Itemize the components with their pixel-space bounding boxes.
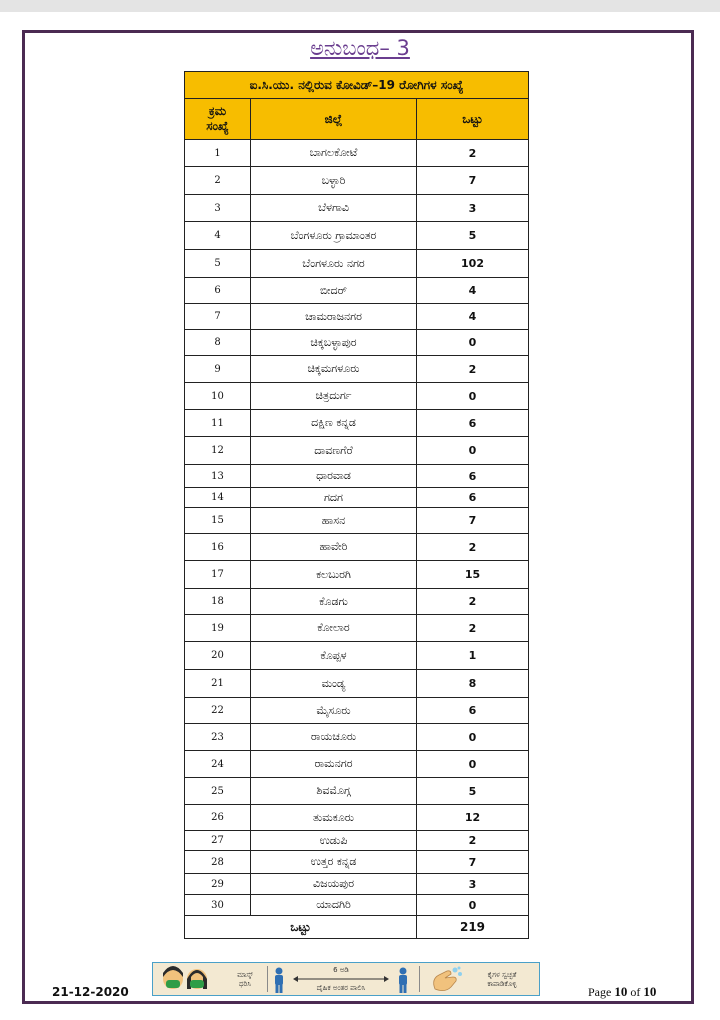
page-total: 10 (643, 984, 657, 999)
count-cell: 0 (417, 330, 529, 356)
serial-number-cell: 28 (185, 851, 251, 874)
count-cell: 2 (417, 589, 529, 615)
mask-caption-line2: ಧರಿಸಿ (239, 980, 251, 988)
hand-hygiene-caption-line2: ಕಾಪಾಡಿಕೊಳ್ಳಿ (487, 980, 517, 988)
serial-number-cell: 29 (185, 874, 251, 895)
banner-divider (267, 966, 268, 992)
serial-number-cell: 20 (185, 642, 251, 670)
masked-faces-icon (159, 965, 215, 995)
table-row (185, 488, 529, 508)
table-row (185, 383, 529, 410)
count-cell: 0 (417, 751, 529, 778)
district-cell: ಉಡುಪಿ (251, 831, 417, 851)
count-cell: 102 (417, 250, 529, 278)
table-row (185, 724, 529, 751)
table-row (185, 195, 529, 222)
top-edge-strip (0, 0, 720, 12)
serial-number-cell: 1 (185, 140, 251, 167)
count-cell: 4 (417, 304, 529, 330)
district-cell: ಶಿವಮೊಗ್ಗ (251, 778, 417, 805)
mask-caption (223, 971, 267, 989)
district-cell: ಬೀದರ್ (251, 278, 417, 304)
hand-hygiene-caption (467, 971, 537, 989)
count-cell: 2 (417, 831, 529, 851)
serial-number-cell: 15 (185, 508, 251, 534)
count-cell: 1 (417, 642, 529, 670)
hand-wash-icon (429, 965, 465, 995)
column-header-district: ಜಿಲ್ಲೆ (251, 99, 417, 140)
table-row (185, 330, 529, 356)
district-cell: ಬೆಳಗಾವಿ (251, 195, 417, 222)
district-cell: ದಕ್ಷಿಣ ಕನ್ನಡ (251, 410, 417, 437)
count-cell: 0 (417, 895, 529, 916)
table-row (185, 615, 529, 642)
hand-hygiene-caption-line1: ಕೈಗಳ ಸ್ವಚ್ಛತೆ (487, 971, 517, 979)
page-current: 10 (614, 984, 628, 999)
serial-number-cell: 9 (185, 356, 251, 383)
district-cell: ಯಾದಗಿರಿ (251, 895, 417, 916)
table-row (185, 278, 529, 304)
serial-number-cell: 26 (185, 805, 251, 831)
table-row (185, 895, 529, 916)
count-cell: 7 (417, 851, 529, 874)
district-cell: ಚಿತ್ರದುರ್ಗ (251, 383, 417, 410)
count-cell: 7 (417, 167, 529, 195)
count-cell: 2 (417, 140, 529, 167)
column-header-serial-line1: ಕ್ರಮ (208, 104, 227, 118)
distance-arrow-icon (293, 976, 389, 982)
count-cell: 0 (417, 437, 529, 465)
serial-number-cell: 11 (185, 410, 251, 437)
serial-number-cell: 16 (185, 534, 251, 561)
table-row (185, 465, 529, 488)
footer-date: 21-12-2020 (52, 985, 129, 999)
table-row (185, 167, 529, 195)
column-header-total: ಒಟ್ಟು (417, 99, 529, 140)
serial-number-cell: 24 (185, 751, 251, 778)
page-prefix: Page (588, 985, 615, 999)
serial-number-cell: 5 (185, 250, 251, 278)
table-row (185, 356, 529, 383)
district-cell: ರಾಯಚೂರು (251, 724, 417, 751)
district-cell: ರಾಮನಗರ (251, 751, 417, 778)
table-row (185, 670, 529, 698)
total-row (185, 916, 529, 939)
district-cell: ಬಳ್ಳಾರಿ (251, 167, 417, 195)
district-cell: ವಿಜಯಪುರ (251, 874, 417, 895)
serial-number-cell: 2 (185, 167, 251, 195)
table-row (185, 642, 529, 670)
count-cell: 6 (417, 698, 529, 724)
table-title: ಐ.ಸಿ.ಯು. ನಲ್ಲಿರುವ ಕೋವಿಡ್–19 ರೋಗಿಗಳ ಸಂಖ್ಯೆ (185, 72, 529, 99)
district-cell: ಬೆಂಗಳೂರು ನಗರ (251, 250, 417, 278)
banner-divider (419, 966, 420, 992)
district-cell: ಧಾರವಾಡ (251, 465, 417, 488)
page-number (588, 984, 656, 1000)
table-row (185, 831, 529, 851)
count-cell: 5 (417, 222, 529, 250)
district-cell: ಬೆಂಗಳೂರು ಗ್ರಾಮಾಂತರ (251, 222, 417, 250)
serial-number-cell: 22 (185, 698, 251, 724)
distance-value: 6 ಅಡಿ (333, 966, 349, 974)
serial-number-cell: 7 (185, 304, 251, 330)
count-cell: 7 (417, 508, 529, 534)
district-cell: ಕೊಪ್ಪಳ (251, 642, 417, 670)
person-right-icon (397, 967, 409, 993)
serial-number-cell: 25 (185, 778, 251, 805)
table-row (185, 851, 529, 874)
count-cell: 2 (417, 356, 529, 383)
serial-number-cell: 6 (185, 278, 251, 304)
count-cell: 6 (417, 465, 529, 488)
count-cell: 12 (417, 805, 529, 831)
table-body (185, 140, 529, 916)
serial-number-cell: 17 (185, 561, 251, 589)
column-header-serial-line2: ಸಂಖ್ಯೆ (206, 119, 229, 133)
count-cell: 3 (417, 874, 529, 895)
table-row (185, 222, 529, 250)
district-cell: ಉತ್ತರ ಕನ್ನಡ (251, 851, 417, 874)
total-label: ಒಟ್ಟು (185, 916, 417, 939)
table-row (185, 805, 529, 831)
serial-number-cell: 10 (185, 383, 251, 410)
count-cell: 4 (417, 278, 529, 304)
table-row (185, 140, 529, 167)
serial-number-cell: 30 (185, 895, 251, 916)
district-cell: ಕಲಬುರಗಿ (251, 561, 417, 589)
district-cell: ಗದಗ (251, 488, 417, 508)
count-cell: 5 (417, 778, 529, 805)
table-row (185, 698, 529, 724)
table-row (185, 589, 529, 615)
person-left-icon (273, 967, 285, 993)
distance-caption: ದೈಹಿಕ ಅಂತರ ಪಾಲಿಸಿ (316, 984, 366, 992)
district-cell: ಹಾಸನ (251, 508, 417, 534)
page-title: ಅನುಬಂಧ– 3 (310, 36, 410, 60)
count-cell: 8 (417, 670, 529, 698)
safety-banner (152, 962, 540, 996)
serial-number-cell: 8 (185, 330, 251, 356)
district-cell: ಬಾಗಲಕೋಟೆ (251, 140, 417, 167)
district-cell: ಚಿಕ್ಕಮಗಳೂರು (251, 356, 417, 383)
district-cell: ದಾವಣಗೆರೆ (251, 437, 417, 465)
page-of: of (627, 985, 644, 999)
total-value: 219 (417, 916, 529, 939)
count-cell: 0 (417, 383, 529, 410)
district-cell: ಕೊಡಗು (251, 589, 417, 615)
table-row (185, 751, 529, 778)
count-cell: 2 (417, 615, 529, 642)
table-row (185, 874, 529, 895)
table-row (185, 534, 529, 561)
table-row (185, 304, 529, 330)
serial-number-cell: 13 (185, 465, 251, 488)
district-cell: ಕೋಲಾರ (251, 615, 417, 642)
district-cell: ತುಮಕೂರು (251, 805, 417, 831)
district-cell: ಮಂಡ್ಯ (251, 670, 417, 698)
icu-patients-table (184, 71, 529, 939)
serial-number-cell: 3 (185, 195, 251, 222)
serial-number-cell: 4 (185, 222, 251, 250)
table-row (185, 250, 529, 278)
district-cell: ಹಾವೇರಿ (251, 534, 417, 561)
table-row (185, 437, 529, 465)
mask-caption-line1: ಮಾಸ್ಕ್ (237, 971, 253, 979)
table-row (185, 561, 529, 589)
column-header-serial (185, 99, 251, 140)
serial-number-cell: 19 (185, 615, 251, 642)
count-cell: 2 (417, 534, 529, 561)
count-cell: 3 (417, 195, 529, 222)
district-cell: ಚಾಮರಾಜನಗರ (251, 304, 417, 330)
serial-number-cell: 18 (185, 589, 251, 615)
count-cell: 0 (417, 724, 529, 751)
serial-number-cell: 23 (185, 724, 251, 751)
serial-number-cell: 27 (185, 831, 251, 851)
table-row (185, 778, 529, 805)
table-row (185, 410, 529, 437)
count-cell: 6 (417, 488, 529, 508)
serial-number-cell: 21 (185, 670, 251, 698)
count-cell: 6 (417, 410, 529, 437)
district-cell: ಚಿಕ್ಕಬಳ್ಳಾಪುರ (251, 330, 417, 356)
table-row (185, 508, 529, 534)
serial-number-cell: 14 (185, 488, 251, 508)
district-cell: ಮೈಸೂರು (251, 698, 417, 724)
serial-number-cell: 12 (185, 437, 251, 465)
count-cell: 15 (417, 561, 529, 589)
